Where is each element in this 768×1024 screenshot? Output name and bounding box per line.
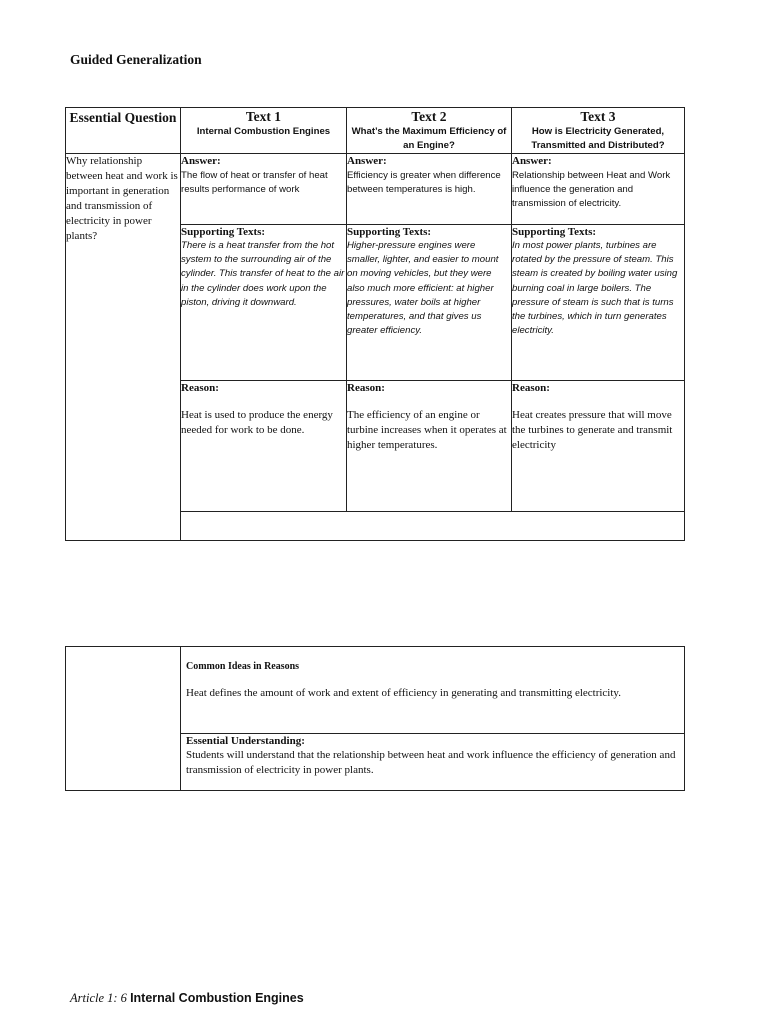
- text-3-title: Text 3: [580, 109, 616, 124]
- answer-cell-2: [347, 154, 512, 225]
- answer-label: Answer:: [512, 155, 552, 167]
- supporting-cell-3: [512, 225, 685, 381]
- supporting-cell-1: [181, 225, 347, 381]
- supporting-text: There is a heat transfer from the hot system to the surrounding air of the cylinder. This transfer of heat to the air in the cylinder does work upon the piston, driving it downward.: [181, 240, 345, 308]
- reason-text: Heat is used to produce the energy needed for work to be done.: [181, 409, 333, 436]
- essential-understanding-heading: Essential Understanding:: [186, 735, 305, 747]
- page-title: Guided Generalization: [70, 52, 202, 67]
- reason-cell-3: [512, 381, 685, 512]
- essential-question-text: Why relationship between heat and work is important in generation and transmission of electricity in power plants?: [66, 155, 178, 242]
- answer-text: The flow of heat or transfer of heat results performance of work: [181, 170, 328, 195]
- essential-understanding-text: Students will understand that the relationship between heat and work influence the efficiency of generation and transmission of electricity in power plants.: [186, 749, 676, 776]
- answer-cell-3: [512, 154, 685, 225]
- text-2-subtitle: What’s the Maximum Efficiency of an Engine?: [351, 126, 507, 151]
- common-ideas-heading: Common Ideas in Reasons: [186, 661, 300, 672]
- supporting-texts-label: Supporting Texts:: [512, 226, 597, 238]
- essential-question-header: [66, 108, 181, 154]
- reason-label: Reason:: [347, 382, 385, 394]
- text-3-subtitle: How is Electricity Generated, Transmitted and Distributed?: [531, 126, 665, 151]
- common-ideas-text: Heat defines the amount of work and extent of efficiency in generating and transmitting electricity.: [186, 687, 621, 699]
- essential-question-cell: [66, 154, 181, 541]
- reason-cell-2: [347, 381, 512, 512]
- text-1-subtitle: Internal Combustion Engines: [196, 126, 331, 137]
- text-1-header: [181, 108, 347, 154]
- reason-text: Heat creates pressure that will move the turbines to generate and transmit electricity: [512, 409, 673, 451]
- text-3-header: [512, 108, 685, 154]
- reason-cell-1: [181, 381, 347, 512]
- supporting-text: In most power plants, turbines are rotated by the pressure of steam. This steam is created by boiling water using burning coal in large boilers. The pressure of steam is such that is turns the turbines, which in turn generates electricity.: [512, 240, 678, 337]
- text-1-title: Text 1: [245, 109, 282, 124]
- answer-text: Efficiency is greater when difference between temperatures is high.: [347, 170, 501, 195]
- essential-question-header-label: Essential Question: [69, 110, 177, 125]
- page-footer: [70, 991, 304, 1006]
- common-ideas-table: [65, 646, 685, 791]
- text-2-title: Text 2: [411, 109, 447, 124]
- reason-label: Reason:: [181, 382, 219, 394]
- reason-label: Reason:: [512, 382, 550, 394]
- common-ideas-cell: [181, 647, 685, 734]
- header-row: [66, 108, 685, 154]
- supporting-texts-label: Supporting Texts:: [181, 226, 266, 238]
- essential-understanding-cell: [181, 734, 685, 791]
- supporting-cell-2: [347, 225, 512, 381]
- supporting-texts-label: Supporting Texts:: [347, 226, 432, 238]
- common-ideas-row: [66, 647, 685, 734]
- guided-generalization-table: [65, 107, 685, 541]
- text-2-header: [347, 108, 512, 154]
- footer-title: Internal Combustion Engines: [130, 991, 304, 1005]
- answer-cell-1: [181, 154, 347, 225]
- common-ideas-empty-cell: [66, 647, 181, 791]
- answer-label: Answer:: [347, 155, 387, 167]
- answer-text: Relationship between Heat and Work influence the generation and transmission of electricity.: [512, 170, 671, 209]
- empty-cell: [181, 512, 685, 541]
- reason-text: The efficiency of an engine or turbine increases when it operates at higher temperatures.: [347, 409, 507, 451]
- supporting-text: Higher-pressure engines were smaller, lighter, and easier to mount on moving vehicles, but they were also much more efficient: at higher pressures, water boils at higher temperatures, and that gives us greater efficiency.: [347, 240, 499, 337]
- footer-article: Article 1: 6: [70, 991, 127, 1005]
- answer-label: Answer:: [181, 155, 221, 167]
- answer-row: [66, 154, 685, 225]
